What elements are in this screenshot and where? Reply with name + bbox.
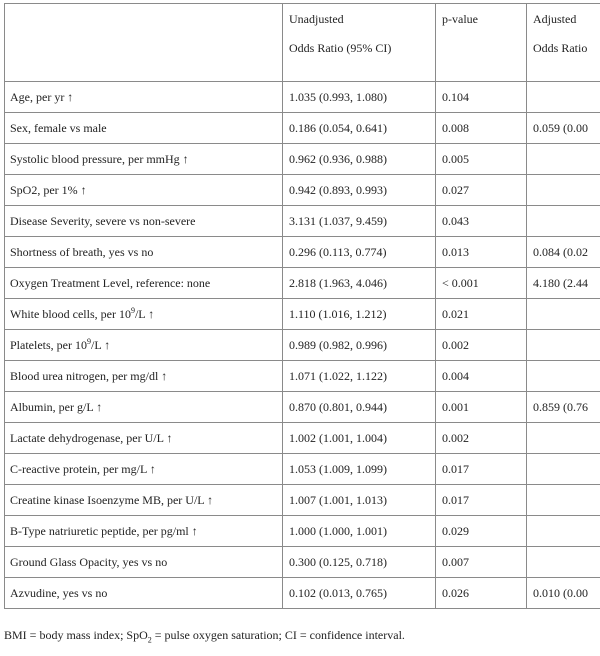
table-row [5, 485, 600, 516]
adjusted-or-cell [527, 206, 600, 237]
variable-cell: Shortness of breath, yes vs no [5, 237, 283, 268]
variable-label-suffix: /L ↑ [134, 307, 155, 321]
variable-cell: B-Type natriuretic peptide, per pg/ml ↑ [5, 516, 283, 547]
adjusted-or-cell: 4.180 (2.44 [527, 268, 600, 299]
unadjusted-or-cell: 0.300 (0.125, 0.718) [283, 547, 436, 578]
table-row [5, 175, 600, 206]
pvalue-cell: < 0.001 [436, 268, 527, 299]
odds-ratio-table-container [4, 3, 600, 615]
unadjusted-or-cell: 1.002 (1.001, 1.004) [283, 423, 436, 454]
pvalue-cell: 0.104 [436, 82, 527, 113]
variable-label-prefix: Platelets, per 10 [10, 338, 87, 352]
variable-cell: Blood urea nitrogen, per mg/dl ↑ [5, 361, 283, 392]
table-row [5, 423, 600, 454]
header-adjusted-line2: Odds Ratio [533, 41, 588, 55]
variable-cell: Systolic blood pressure, per mmHg ↑ [5, 144, 283, 175]
table-row [5, 392, 600, 423]
variable-cell: Albumin, per g/L ↑ [5, 392, 283, 423]
adjusted-or-cell [527, 547, 600, 578]
adjusted-or-cell [527, 330, 600, 361]
variable-cell: Sex, female vs male [5, 113, 283, 144]
footnote-part2: = pulse oxygen saturation; CI = confidence interval. [151, 628, 405, 642]
adjusted-or-cell [527, 144, 600, 175]
adjusted-or-cell [527, 516, 600, 547]
header-pvalue-label: p-value [442, 12, 478, 26]
adjusted-or-cell [527, 485, 600, 516]
variable-cell: Azvudine, yes vs no [5, 578, 283, 609]
adjusted-or-cell [527, 454, 600, 485]
adjusted-or-cell: 0.059 (0.00 [527, 113, 600, 144]
unadjusted-or-cell: 1.071 (1.022, 1.122) [283, 361, 436, 392]
pvalue-cell: 0.004 [436, 361, 527, 392]
table-row [5, 206, 600, 237]
variable-cell: SpO2, per 1% ↑ [5, 175, 283, 206]
unadjusted-or-cell: 1.035 (0.993, 1.080) [283, 82, 436, 113]
pvalue-cell: 0.027 [436, 175, 527, 206]
unadjusted-or-cell: 0.989 (0.982, 0.996) [283, 330, 436, 361]
unadjusted-or-cell: 1.110 (1.016, 1.212) [283, 299, 436, 330]
variable-cell: Ground Glass Opacity, yes vs no [5, 547, 283, 578]
variable-cell: C-reactive protein, per mg/L ↑ [5, 454, 283, 485]
pvalue-cell: 0.008 [436, 113, 527, 144]
adjusted-or-cell [527, 299, 600, 330]
header-unadjusted-line1: Unadjusted [289, 12, 344, 26]
table-row [5, 454, 600, 485]
variable-cell: Lactate dehydrogenase, per U/L ↑ [5, 423, 283, 454]
pvalue-cell: 0.001 [436, 392, 527, 423]
pvalue-cell: 0.013 [436, 237, 527, 268]
pvalue-cell: 0.029 [436, 516, 527, 547]
header-pvalue-cell [436, 4, 527, 82]
table-header-row [5, 4, 600, 82]
adjusted-or-cell [527, 361, 600, 392]
unadjusted-or-cell: 1.000 (1.000, 1.001) [283, 516, 436, 547]
table-row [5, 82, 600, 113]
adjusted-or-cell: 0.084 (0.02 [527, 237, 600, 268]
table-row [5, 578, 600, 609]
header-unadjusted-line2: Odds Ratio (95% CI) [289, 41, 392, 55]
variable-cell: Oxygen Treatment Level, reference: none [5, 268, 283, 299]
table-row [5, 361, 600, 392]
pvalue-cell: 0.026 [436, 578, 527, 609]
header-adjusted-line1: Adjusted [533, 12, 577, 26]
pvalue-cell: 0.005 [436, 144, 527, 175]
header-adjusted-cell [527, 4, 600, 82]
pvalue-cell: 0.017 [436, 454, 527, 485]
table-row [5, 299, 600, 330]
unadjusted-or-cell: 1.007 (1.001, 1.013) [283, 485, 436, 516]
pvalue-cell: 0.021 [436, 299, 527, 330]
unadjusted-or-cell: 3.131 (1.037, 9.459) [283, 206, 436, 237]
unadjusted-or-cell: 0.296 (0.113, 0.774) [283, 237, 436, 268]
variable-label-prefix: White blood cells, per 10 [10, 307, 131, 321]
table-footnote [4, 628, 405, 643]
table-row [5, 547, 600, 578]
unadjusted-or-cell: 0.942 (0.893, 0.993) [283, 175, 436, 206]
adjusted-or-cell [527, 423, 600, 454]
pvalue-cell: 0.007 [436, 547, 527, 578]
adjusted-or-cell: 0.010 (0.00 [527, 578, 600, 609]
header-unadjusted-cell [283, 4, 436, 82]
variable-label-exponent: 9 [86, 337, 91, 346]
footnote-part1: BMI = body mass index; SpO [4, 628, 148, 642]
table-row [5, 330, 600, 361]
pvalue-cell: 0.017 [436, 485, 527, 516]
table-row [5, 113, 600, 144]
variable-cell: Creatine kinase Isoenzyme MB, per U/L ↑ [5, 485, 283, 516]
unadjusted-or-cell: 1.053 (1.009, 1.099) [283, 454, 436, 485]
adjusted-or-cell [527, 82, 600, 113]
adjusted-or-cell: 0.859 (0.76 [527, 392, 600, 423]
table-row [5, 144, 600, 175]
unadjusted-or-cell: 0.102 (0.013, 0.765) [283, 578, 436, 609]
unadjusted-or-cell: 2.818 (1.963, 4.046) [283, 268, 436, 299]
unadjusted-or-cell: 0.870 (0.801, 0.944) [283, 392, 436, 423]
variable-cell [5, 299, 283, 330]
adjusted-or-cell [527, 175, 600, 206]
unadjusted-or-cell: 0.962 (0.936, 0.988) [283, 144, 436, 175]
unadjusted-or-cell: 0.186 (0.054, 0.641) [283, 113, 436, 144]
variable-cell: Disease Severity, severe vs non-severe [5, 206, 283, 237]
pvalue-cell: 0.002 [436, 423, 527, 454]
table-row [5, 268, 600, 299]
table-row [5, 516, 600, 547]
variable-cell [5, 330, 283, 361]
odds-ratio-table [4, 3, 600, 609]
variable-cell: Age, per yr ↑ [5, 82, 283, 113]
variable-label-exponent: 9 [130, 306, 135, 315]
table-row [5, 237, 600, 268]
footnote-subscript: 2 [147, 635, 152, 645]
variable-label-suffix: /L ↑ [90, 338, 111, 352]
pvalue-cell: 0.002 [436, 330, 527, 361]
pvalue-cell: 0.043 [436, 206, 527, 237]
header-variable-cell [5, 4, 283, 82]
